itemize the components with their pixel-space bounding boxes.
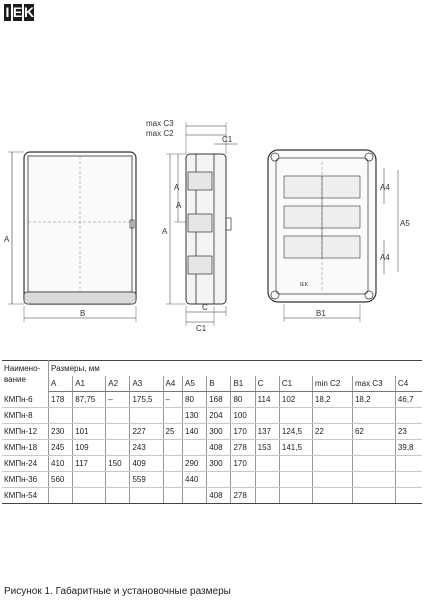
table-row xyxy=(2,392,422,408)
table-cell: 560 xyxy=(49,472,73,488)
table-cell xyxy=(106,408,130,424)
row-name-cell: КМПн-12 xyxy=(2,424,49,440)
table-cell: 170 xyxy=(231,456,255,472)
table-cell: 150 xyxy=(106,456,130,472)
table-cell xyxy=(395,472,422,488)
table-cell: 410 xyxy=(49,456,73,472)
table-body xyxy=(2,392,422,504)
column-header: A5 xyxy=(183,376,207,392)
table-row xyxy=(2,488,422,504)
table-cell xyxy=(207,472,231,488)
column-header: C xyxy=(255,376,279,392)
table-cell: 408 xyxy=(207,440,231,456)
table-cell: 300 xyxy=(207,424,231,440)
table-cell: 25 xyxy=(163,424,183,440)
table-cell: 408 xyxy=(207,488,231,504)
table-cell: 22 xyxy=(312,424,352,440)
table-cell xyxy=(255,408,279,424)
table-cell: 102 xyxy=(279,392,312,408)
table-cell: 170 xyxy=(231,424,255,440)
table-cell xyxy=(352,408,395,424)
dim-b-front: B xyxy=(80,309,86,318)
table-cell: 245 xyxy=(49,440,73,456)
table-cell: 278 xyxy=(231,488,255,504)
table-cell xyxy=(163,472,183,488)
table-cell: 290 xyxy=(183,456,207,472)
table-cell xyxy=(130,488,163,504)
table-cell: 114 xyxy=(255,392,279,408)
table-cell: 140 xyxy=(183,424,207,440)
dim-a-side-2: A xyxy=(176,201,182,210)
row-name-cell: КМПн-24 xyxy=(2,456,49,472)
column-header: A xyxy=(49,376,73,392)
table-cell: 39,8 xyxy=(395,440,422,456)
column-header: A2 xyxy=(106,376,130,392)
table-cell: 141,5 xyxy=(279,440,312,456)
header-name: Наимено- вание xyxy=(2,361,49,392)
table-cell: 230 xyxy=(49,424,73,440)
dim-b1: B1 xyxy=(316,309,326,318)
table-row xyxy=(2,424,422,440)
table-header-group-row xyxy=(2,361,422,377)
brand-mark: IEK xyxy=(300,282,309,288)
table-cell: 100 xyxy=(231,408,255,424)
table-cell xyxy=(106,488,130,504)
header-dimensions-group: Размеры, мм xyxy=(49,361,423,377)
table-cell: 87,75 xyxy=(73,392,106,408)
table-row xyxy=(2,440,422,456)
table-cell xyxy=(106,424,130,440)
table-cell: 227 xyxy=(130,424,163,440)
table-cell: 153 xyxy=(255,440,279,456)
table-column-header-row xyxy=(2,376,422,392)
row-name-cell: КМПн-36 xyxy=(2,472,49,488)
front-view xyxy=(8,152,136,322)
table-cell xyxy=(395,408,422,424)
row-name-cell: КМПн-18 xyxy=(2,440,49,456)
table-cell xyxy=(106,440,130,456)
table-cell xyxy=(312,440,352,456)
column-header: A3 xyxy=(130,376,163,392)
table-cell: 175,5 xyxy=(130,392,163,408)
table-cell xyxy=(395,488,422,504)
logo-letter-e: E xyxy=(12,4,23,20)
table-cell: 409 xyxy=(130,456,163,472)
dim-c-side: C xyxy=(202,303,208,312)
table-row xyxy=(2,472,422,488)
table-cell: 300 xyxy=(207,456,231,472)
table-cell xyxy=(255,472,279,488)
table-cell xyxy=(352,472,395,488)
column-header: max C3 xyxy=(352,376,395,392)
iek-logo xyxy=(4,4,34,21)
table-cell xyxy=(352,488,395,504)
table-cell: 124,5 xyxy=(279,424,312,440)
table-cell xyxy=(49,488,73,504)
technical-drawing xyxy=(0,110,424,340)
table-row xyxy=(2,456,422,472)
table-cell: 130 xyxy=(183,408,207,424)
table-cell xyxy=(255,456,279,472)
table-cell: 80 xyxy=(231,392,255,408)
table-cell xyxy=(73,488,106,504)
table-cell xyxy=(312,472,352,488)
table-cell xyxy=(312,488,352,504)
table-cell xyxy=(183,488,207,504)
dim-max-c2: max C2 xyxy=(146,129,174,138)
table-cell xyxy=(312,456,352,472)
table-cell: 204 xyxy=(207,408,231,424)
table-cell xyxy=(279,456,312,472)
table-cell xyxy=(163,488,183,504)
table-cell xyxy=(352,456,395,472)
column-header: B1 xyxy=(231,376,255,392)
dim-c1-side: C1 xyxy=(196,324,207,333)
table-cell: 18,2 xyxy=(352,392,395,408)
dim-c1-top: C1 xyxy=(222,135,233,144)
table-cell xyxy=(279,472,312,488)
column-header: A4 xyxy=(163,376,183,392)
table-cell: 23 xyxy=(395,424,422,440)
table-cell xyxy=(183,440,207,456)
table-cell: 117 xyxy=(73,456,106,472)
table-cell: 243 xyxy=(130,440,163,456)
figure-caption: Рисунок 1. Габаритные и установочные размеры xyxy=(4,586,231,597)
table-cell: 559 xyxy=(130,472,163,488)
row-name-cell: КМПн-6 xyxy=(2,392,49,408)
dim-a-side: A xyxy=(162,227,168,236)
table-cell xyxy=(255,488,279,504)
column-header: C1 xyxy=(279,376,312,392)
column-header: min C2 xyxy=(312,376,352,392)
row-name-cell: КМПн-54 xyxy=(2,488,49,504)
dim-a-side-1: A xyxy=(174,183,180,192)
column-header: B xyxy=(207,376,231,392)
table-cell xyxy=(163,408,183,424)
table-cell xyxy=(73,408,106,424)
table-cell xyxy=(130,408,163,424)
table-cell xyxy=(231,472,255,488)
table-cell: 440 xyxy=(183,472,207,488)
dim-a5: A5 xyxy=(400,219,410,228)
table-cell: 137 xyxy=(255,424,279,440)
table-cell: 18,2 xyxy=(312,392,352,408)
dimension-drawing-svg xyxy=(0,110,424,340)
logo-letter-i: I xyxy=(5,4,10,20)
table-cell xyxy=(279,488,312,504)
row-name-cell: КМПн-8 xyxy=(2,408,49,424)
column-header: C4 xyxy=(395,376,422,392)
dimensions-table-wrapper xyxy=(2,360,422,504)
table-cell xyxy=(395,456,422,472)
table-cell xyxy=(106,472,130,488)
table-cell: 178 xyxy=(49,392,73,408)
dimensions-table xyxy=(2,360,422,504)
table-row xyxy=(2,408,422,424)
back-view xyxy=(268,150,398,322)
table-cell xyxy=(279,408,312,424)
dim-a4-bottom: A4 xyxy=(380,253,390,262)
table-cell: – xyxy=(163,392,183,408)
table-cell xyxy=(73,472,106,488)
table-cell xyxy=(49,408,73,424)
table-cell: 278 xyxy=(231,440,255,456)
dim-a4-top: A4 xyxy=(380,183,390,192)
table-cell: 109 xyxy=(73,440,106,456)
table-cell xyxy=(352,440,395,456)
side-view xyxy=(166,122,238,326)
dim-max-c3: max C3 xyxy=(146,119,174,128)
table-cell: 80 xyxy=(183,392,207,408)
table-cell: 46,7 xyxy=(395,392,422,408)
table-cell xyxy=(163,456,183,472)
table-cell xyxy=(312,408,352,424)
logo-letter-k: K xyxy=(23,4,35,20)
table-cell: 101 xyxy=(73,424,106,440)
table-cell: 168 xyxy=(207,392,231,408)
table-cell: – xyxy=(106,392,130,408)
column-header: A1 xyxy=(73,376,106,392)
table-cell xyxy=(163,440,183,456)
dim-a-front: A xyxy=(4,235,10,244)
table-cell: 62 xyxy=(352,424,395,440)
